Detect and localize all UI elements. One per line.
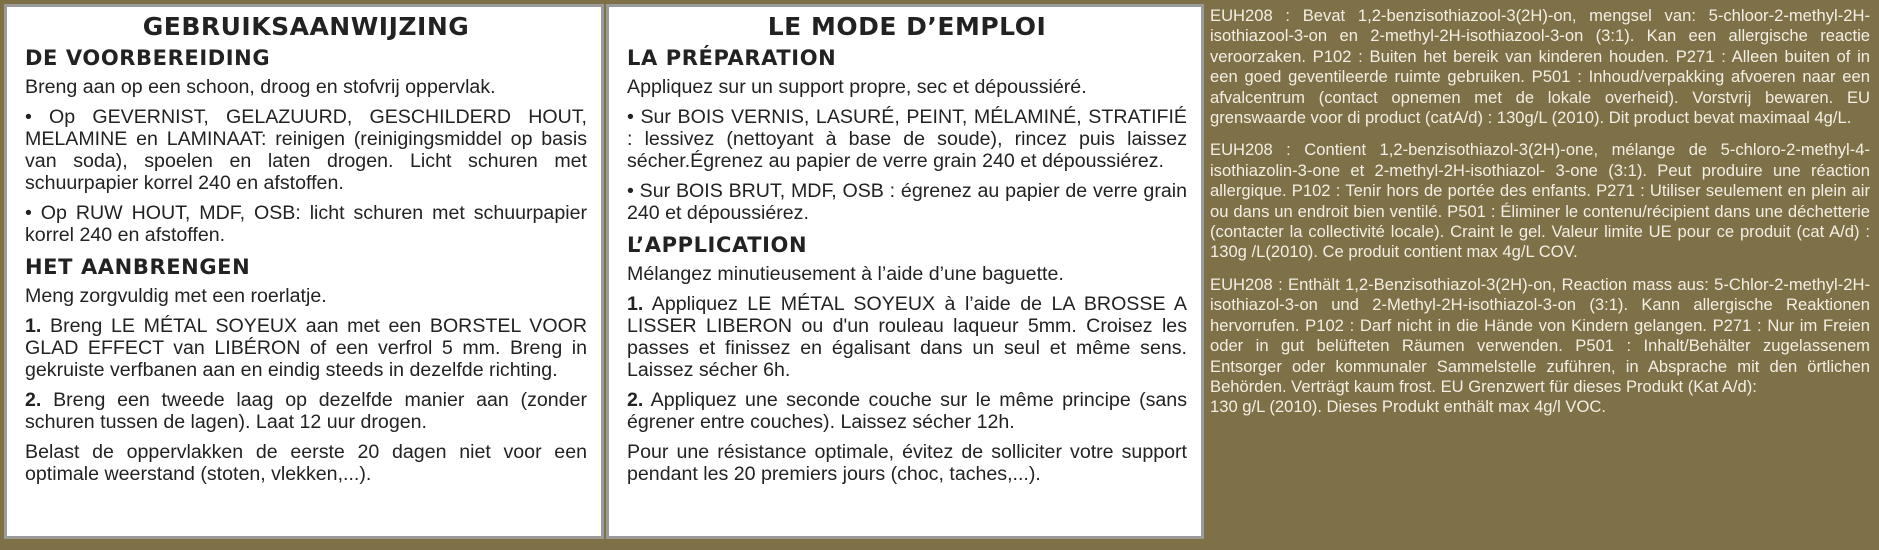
dutch-instructions-panel (4, 4, 604, 539)
paragraph: Meng zorgvuldig met een roerlatje. (25, 285, 327, 307)
paragraph: • Sur BOIS VERNIS, LASURÉ, PEINT, MÉLAMINÉ, STRATIFIÉ : lessivez (nettoyant à base de soude), rincez puis laissez sécher.Égrenez au papier de verre grain 240 et dépoussiérez. (627, 106, 1187, 172)
step-number: 1. (627, 293, 644, 315)
paragraph: • Op GEVERNIST, GELAZUURD, GESCHILDERD HOUT, MELAMINE en LAMINAAT: reinigen (reinigingsmiddel op basis van soda), spoelen en laten drogen. Licht schuren met schuurpapier korrel 240 en afstoffen. (25, 106, 587, 194)
step-2 (25, 389, 587, 433)
french-instructions-panel (606, 4, 1204, 539)
step-text: Appliquez LE MÉTAL SOYEUX à l’aide de LA BROSSE A LISSER LIBERON ou d'un rouleau laqueur 5mm. Croisez les passes et finissez en égalisant dans un seul et même sens. Laissez sécher 6h. (627, 293, 1187, 381)
step-number: 2. (627, 389, 644, 411)
section-heading-preparation: DE VOORBEREIDING (25, 46, 271, 70)
panel-title: LE MODE D’EMPLOI (767, 12, 1047, 41)
paragraph: • Op RUW HOUT, MDF, OSB: licht schuren met schuurpapier korrel 240 en afstoffen. (25, 202, 587, 246)
step-number: 1. (25, 315, 42, 337)
section-heading-application: L’APPLICATION (627, 233, 808, 257)
warning-german-text: EUH208 : Enthält 1,2-Benzisothiazol-3(2H)-on, Reaction mass aus: 5-Chlor-2-methyl-2H-isothiazol-3-on und 2-Methyl-2H-isothiazol-3-on (3:1). Kann allergische Reaktionen hervorrufen. P102 : Darf nicht in die Hände von Kindern gelangen. P271 : Nur im Freien oder in gut belüfteten Räumen verwenden. P501 : Inhalt/Behälter zugelassenem Entsorger oder kommunaler Sammelstelle zuführen, in Absprache mit den örtlichen Behörden. Verträgt kaum frost. EU Grenzwert für dieses Produkt (Kat A/d): (1210, 274, 1870, 396)
warning-dutch: EUH208 : Bevat 1,2-benzisothiazool-3(2H)-on, mengsel van: 5-chloor-2-methyl-2H-isothiazool-3-on en 2-methyl-2H-isothiazool-3-on (3:1). Kan een allergische reactie veroorzaken. P102 : Buiten het bereik van kinderen houden. P271 : Alleen buiten of in een goed geventileerde ruimte gebruiken. P501 : Inhoud/verpakking afvoeren naar een afvalcentrum (contact opnemen met de lokale overheid). Vorstvrij bewaren. EU grenswaarde voor di product (catA/d) : 130g/L (2010). Dit product bevat maximaal 4g/L. (1210, 6, 1870, 128)
warning-german-limit: 130 g/L (2010). Dieses Produkt enthält max 4g/l VOC. (1210, 397, 1606, 417)
step-1 (627, 293, 1187, 381)
paragraph: Belast de oppervlakken de eerste 20 dagen niet voor een optimale weerstand (stoten, vlekken,...). (25, 441, 587, 485)
step-2 (627, 389, 1187, 433)
paragraph: Mélangez minutieusement à l’aide d’une baguette. (627, 263, 1064, 285)
warning-german (1210, 275, 1870, 418)
safety-warnings (1210, 6, 1870, 418)
paragraph: Pour une résistance optimale, évitez de solliciter votre support pendant les 20 premiers jours (choc, taches,...). (627, 441, 1187, 485)
panel-title: GEBRUIKSAANWIJZING (142, 12, 470, 41)
paragraph: Breng aan op een schoon, droog en stofvrij oppervlak. (25, 76, 496, 98)
step-text: Breng LE MÉTAL SOYEUX aan met een BORSTEL VOOR GLAD EFFECT van LIBÉRON of een verfrol 5 mm. Breng in gekruiste verfbanen aan en eindig steeds in dezelfde richting. (25, 315, 587, 381)
paragraph: Appliquez sur un support propre, sec et dépoussiéré. (627, 76, 1087, 98)
section-heading-preparation: LA PRÉPARATION (627, 46, 837, 70)
step-text: Breng een tweede laag op dezelfde manier aan (zonder schuren tussen de lagen). Laat 12 uur drogen. (25, 389, 587, 433)
section-heading-application: HET AANBRENGEN (25, 255, 251, 279)
paragraph: • Sur BOIS BRUT, MDF, OSB : égrenez au papier de verre grain 240 et dépoussiérez. (627, 180, 1187, 224)
step-1 (25, 315, 587, 381)
step-text: Appliquez une seconde couche sur le même principe (sans égrener entre couches). Laissez sécher 12h. (627, 389, 1187, 433)
warning-french: EUH208 : Contient 1,2-benzisothiazol-3(2H)-one, mélange de 5-chloro-2-methyl-4-isothiazolin-3-one et 2-methyl-2H-isothiazol- 3-one (3:1). Peut produire une réaction allergique. P102 : Tenir hors de portée des enfants. P271 : Utiliser seulement en plein air ou dans un endroit bien ventilé. P501 : Éliminer le contenu/récipient dans une déchetterie (contacter la collectivité locale). Craint le gel. Valeur limite UE pour ce produit (cat A/d) : 130g /L(2010). Ce produit contient max 4g/L COV. (1210, 140, 1870, 262)
step-number: 2. (25, 389, 42, 411)
